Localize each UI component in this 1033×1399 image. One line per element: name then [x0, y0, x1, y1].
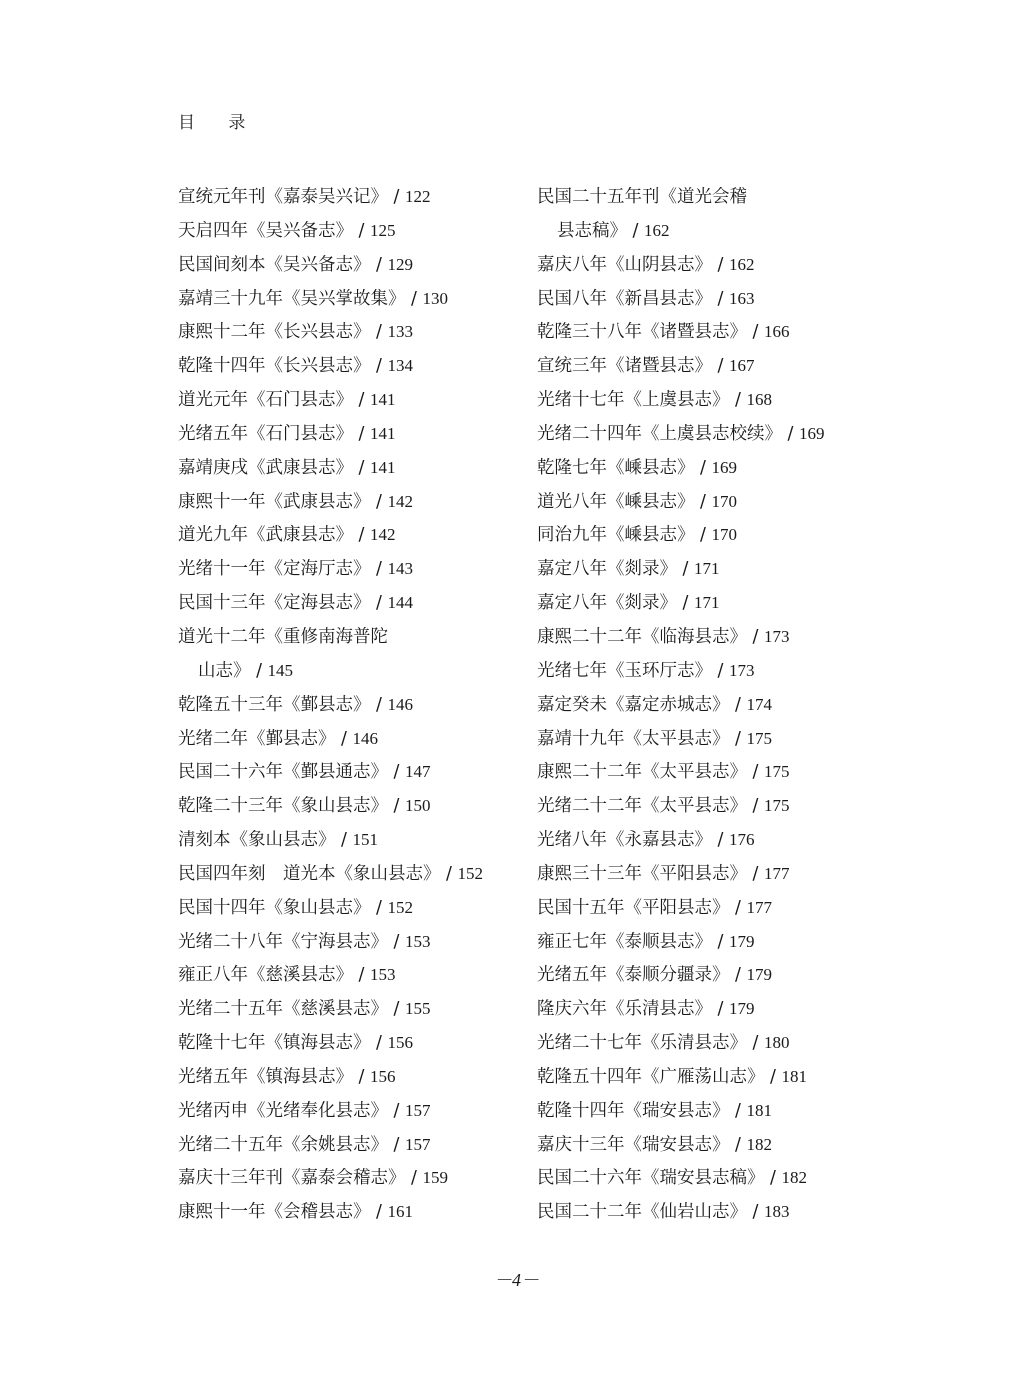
toc-entry — [537, 282, 937, 316]
toc-entry-page: 173 — [764, 626, 790, 646]
toc-entry-title: 光绪十七年《上虞县志》 / — [537, 390, 747, 411]
toc-entry-title: 天启四年《吴兴备志》 / — [178, 220, 371, 241]
toc-entry-title: 雍正八年《慈溪县志》 / — [178, 965, 371, 986]
toc-entry-page: 175 — [764, 762, 790, 782]
toc-entry — [537, 789, 937, 823]
toc-entry-page: 171 — [694, 559, 720, 579]
toc-entry-title: 清刻本《象山县志》 / — [178, 830, 353, 851]
toc-entry-title: 光绪二十五年《慈溪县志》 / — [178, 999, 406, 1020]
toc-entry-title: 民国十三年《定海县志》 / — [178, 593, 388, 614]
toc-entry — [178, 1026, 578, 1060]
toc-entry-title: 民国二十六年《瑞安县志稿》 / — [537, 1168, 782, 1189]
toc-entry-title: 光绪五年《泰顺分疆录》 / — [537, 965, 747, 986]
toc-entry — [537, 451, 937, 485]
toc-entry — [537, 315, 937, 349]
toc-entry-page: 179 — [729, 931, 755, 951]
toc-entry — [537, 383, 937, 417]
toc-entry-page: 155 — [405, 999, 431, 1019]
toc-entry — [537, 1195, 937, 1229]
page-header-title: 目 录 — [178, 113, 260, 133]
toc-entry-title: 道光十二年《重修南海普陀 — [178, 626, 388, 647]
toc-entry — [178, 417, 578, 451]
toc-entry-title: 乾隆三十八年《诸暨县志》 / — [537, 322, 765, 343]
toc-entry — [537, 925, 937, 959]
toc-entry-page: 150 — [405, 796, 431, 816]
toc-entry — [178, 958, 578, 992]
toc-entry-title: 康熙二十二年《太平县志》 / — [537, 762, 765, 783]
toc-entry-page: 182 — [746, 1134, 773, 1154]
toc-entry — [537, 823, 937, 857]
toc-entry-title: 光绪二十四年《上虞县志校续》 / — [537, 423, 800, 444]
toc-entry-page: 183 — [764, 1202, 790, 1222]
toc-entry — [178, 823, 578, 857]
toc-entry-title: 乾隆五十四年《广雁荡山志》 / — [537, 1066, 782, 1087]
toc-entry — [537, 688, 937, 722]
toc-entry-page: 181 — [746, 1100, 773, 1120]
toc-entry-title: 民国间刻本《吴兴备志》 / — [178, 254, 388, 275]
toc-entry-title: 道光元年《石门县志》 / — [178, 390, 371, 411]
toc-entry-page: 177 — [764, 863, 790, 883]
toc-entry-page: 153 — [405, 931, 431, 951]
toc-entry-page: 134 — [387, 356, 414, 376]
toc-entry — [537, 417, 937, 451]
toc-entry — [178, 992, 578, 1026]
toc-entry-page: 147 — [405, 762, 431, 782]
toc-entry-title: 民国十四年《象山县志》 / — [178, 897, 388, 918]
toc-entry — [537, 1161, 937, 1195]
toc-entry-title: 光绪七年《玉环厅志》 / — [537, 660, 730, 681]
toc-entry — [537, 180, 937, 214]
toc-entry-page: 166 — [764, 322, 790, 342]
toc-left-column — [178, 180, 578, 1229]
toc-entry-page: 170 — [711, 491, 738, 511]
toc-entry-title: 同治九年《嵊县志》 / — [537, 525, 712, 546]
toc-entry-page: 157 — [405, 1134, 431, 1154]
toc-entry-title: 康熙十一年《会稽县志》 / — [178, 1202, 388, 1223]
toc-entry-title: 乾隆七年《嵊县志》 / — [537, 457, 712, 478]
toc-entry — [537, 722, 937, 756]
toc-entry-page: 141 — [370, 390, 396, 410]
toc-entry-page: 146 — [352, 728, 379, 748]
toc-entry-page: 168 — [746, 390, 773, 410]
toc-entry-page: 141 — [370, 457, 396, 477]
toc-entry — [178, 451, 578, 485]
toc-entry — [537, 958, 937, 992]
toc-entry-page: 143 — [387, 559, 414, 579]
toc-entry-page: 142 — [387, 491, 414, 511]
toc-entry-page: 162 — [644, 220, 670, 240]
toc-entry-page: 144 — [387, 593, 414, 613]
toc-entry — [178, 485, 578, 519]
toc-entry — [537, 1026, 937, 1060]
toc-entry-page: 175 — [746, 728, 773, 748]
toc-entry-title: 宣统元年刊《嘉泰吴兴记》 / — [178, 187, 406, 207]
toc-entry — [537, 586, 937, 620]
toc-entry — [537, 654, 937, 688]
toc-entry-title: 嘉庆十三年《瑞安县志》 / — [537, 1134, 747, 1155]
toc-entry-page: 153 — [370, 965, 396, 985]
toc-entry-title: 康熙三十三年《平阳县志》 / — [537, 863, 765, 884]
toc-entry — [178, 180, 578, 214]
toc-entry-page: 129 — [387, 254, 414, 274]
toc-entry-page: 151 — [352, 830, 379, 850]
toc-entry-title: 嘉靖三十九年《吴兴掌故集》 / — [178, 288, 423, 309]
toc-entry-page: 179 — [746, 965, 773, 985]
toc-entry — [178, 688, 578, 722]
toc-entry-page: 145 — [267, 660, 294, 680]
toc-entry-page: 171 — [694, 593, 720, 613]
toc-entry-page: 177 — [746, 897, 773, 917]
toc-entry-page: 180 — [764, 1033, 790, 1053]
toc-entry-page: 169 — [799, 423, 825, 443]
toc-entry-page: 157 — [405, 1100, 431, 1120]
toc-entry-title: 光绪十一年《定海厅志》 / — [178, 559, 388, 580]
toc-entry-title: 雍正七年《泰顺县志》 / — [537, 931, 730, 952]
toc-entry-page: 175 — [764, 796, 790, 816]
toc-entry — [537, 891, 937, 925]
toc-entry-title: 民国二十二年《仙岩山志》 / — [537, 1202, 765, 1223]
toc-entry-page: 174 — [746, 694, 773, 714]
toc-entry — [537, 485, 937, 519]
toc-entry-page: 122 — [405, 187, 431, 206]
toc-entry — [178, 891, 578, 925]
toc-entry-title: 光绪八年《永嘉县志》 / — [537, 830, 730, 851]
toc-entry-page: 163 — [729, 288, 755, 308]
toc-entry — [178, 214, 578, 248]
toc-entry-page: 156 — [370, 1066, 396, 1086]
toc-entry — [178, 248, 578, 282]
toc-entry-page: 167 — [729, 356, 755, 376]
toc-entry — [178, 1128, 578, 1162]
toc-entry-title: 嘉庆十三年刊《嘉泰会稽志》 / — [178, 1168, 423, 1189]
toc-entry — [537, 857, 937, 891]
toc-entry — [178, 789, 578, 823]
toc-entry-title: 山志》 / — [198, 660, 268, 681]
toc-entry-page: 159 — [422, 1168, 449, 1188]
toc-entry-page: 169 — [711, 457, 738, 477]
toc-entry — [178, 349, 578, 383]
toc-entry-title: 道光八年《嵊县志》 / — [537, 491, 712, 512]
toc-entry — [537, 349, 937, 383]
toc-entry-page: 156 — [387, 1033, 414, 1053]
toc-entry — [178, 857, 578, 891]
toc-entry-title: 嘉靖庚戌《武康县志》 / — [178, 457, 371, 478]
toc-entry-title: 康熙十一年《武康县志》 / — [178, 491, 388, 512]
toc-entry — [178, 620, 578, 654]
toc-entry-title: 县志稿》 / — [557, 220, 645, 241]
toc-entry — [178, 518, 578, 552]
toc-entry-title: 民国二十五年刊《道光会稽 — [537, 187, 747, 207]
toc-entry — [537, 1094, 937, 1128]
toc-entry-title: 光绪五年《镇海县志》 / — [178, 1066, 371, 1087]
toc-entry-continuation — [178, 654, 578, 688]
toc-entry-title: 乾隆五十三年《鄞县志》 / — [178, 694, 388, 715]
toc-entry-title: 康熙二十二年《临海县志》 / — [537, 626, 765, 647]
toc-entry — [537, 755, 937, 789]
toc-entry — [178, 1094, 578, 1128]
toc-entry-page: 173 — [729, 660, 755, 680]
toc-entry-title: 光绪二十二年《太平县志》 / — [537, 796, 765, 817]
toc-entry-title: 宣统三年《诸暨县志》 / — [537, 356, 730, 377]
toc-entry — [178, 1060, 578, 1094]
toc-entry — [178, 1161, 578, 1195]
toc-entry-title: 乾隆十七年《镇海县志》 / — [178, 1033, 388, 1054]
page-number: －4－ — [494, 1270, 539, 1290]
toc-entry-title: 民国十五年《平阳县志》 / — [537, 897, 747, 918]
toc-entry-page: 130 — [422, 288, 449, 308]
toc-entry-title: 康熙十二年《长兴县志》 / — [178, 322, 388, 343]
toc-entry — [537, 1060, 937, 1094]
toc-entry — [178, 586, 578, 620]
toc-entry — [537, 248, 937, 282]
toc-entry-title: 光绪二十五年《余姚县志》 / — [178, 1134, 406, 1155]
toc-entry — [178, 552, 578, 586]
toc-entry-page: 182 — [781, 1168, 808, 1188]
toc-entry-title: 嘉定癸未《嘉定赤城志》 / — [537, 694, 747, 715]
toc-entry-title: 隆庆六年《乐清县志》 / — [537, 999, 730, 1020]
toc-right-column — [537, 180, 937, 1229]
toc-entry-title: 乾隆十四年《瑞安县志》 / — [537, 1100, 747, 1121]
toc-entry-page: 152 — [457, 863, 484, 883]
toc-entry-page: 162 — [729, 254, 755, 274]
toc-entry-page: 141 — [370, 423, 396, 443]
toc-entry-continuation — [537, 214, 937, 248]
toc-entry-title: 光绪二年《鄞县志》 / — [178, 728, 353, 749]
toc-entry — [537, 518, 937, 552]
toc-entry-page: 181 — [781, 1066, 808, 1086]
toc-entry-page: 152 — [387, 897, 414, 917]
toc-entry-page: 142 — [370, 525, 396, 545]
toc-entry-title: 光绪五年《石门县志》 / — [178, 423, 371, 444]
toc-entry — [178, 755, 578, 789]
toc-entry — [537, 620, 937, 654]
toc-entry-title: 民国二十六年《鄞县通志》 / — [178, 762, 406, 783]
toc-entry-page: 125 — [370, 220, 396, 240]
toc-entry-title: 光绪丙申《光绪奉化县志》 / — [178, 1100, 406, 1121]
toc-entry-page: 133 — [387, 322, 414, 342]
toc-entry-page: 170 — [711, 525, 738, 545]
toc-entry-title: 嘉靖十九年《太平县志》 / — [537, 728, 747, 749]
toc-entry-title: 嘉庆八年《山阴县志》 / — [537, 254, 730, 275]
toc-entry-title: 乾隆十四年《长兴县志》 / — [178, 356, 388, 377]
toc-entry — [178, 383, 578, 417]
toc-entry — [178, 1195, 578, 1229]
toc-entry-title: 光绪二十七年《乐清县志》 / — [537, 1033, 765, 1054]
toc-entry — [178, 925, 578, 959]
toc-entry-title: 道光九年《武康县志》 / — [178, 525, 371, 546]
toc-entry-title: 嘉定八年《剡录》 / — [537, 559, 695, 580]
toc-entry — [178, 722, 578, 756]
toc-entry — [178, 315, 578, 349]
toc-entry-page: 161 — [387, 1202, 414, 1222]
toc-entry — [537, 552, 937, 586]
toc-entry-title: 民国四年刻 道光本《象山县志》 / — [178, 863, 458, 884]
toc-entry-page: 146 — [387, 694, 414, 714]
toc-entry-title: 光绪二十八年《宁海县志》 / — [178, 931, 406, 952]
toc-entry — [537, 992, 937, 1026]
toc-entry-title: 民国八年《新昌县志》 / — [537, 288, 730, 309]
toc-entry-title: 嘉定八年《剡录》 / — [537, 593, 695, 614]
toc-entry-page: 179 — [729, 999, 755, 1019]
toc-entry-page: 176 — [729, 830, 755, 850]
toc-entry-title: 乾隆二十三年《象山县志》 / — [178, 796, 406, 817]
toc-entry — [178, 282, 578, 316]
toc-entry — [537, 1128, 937, 1162]
